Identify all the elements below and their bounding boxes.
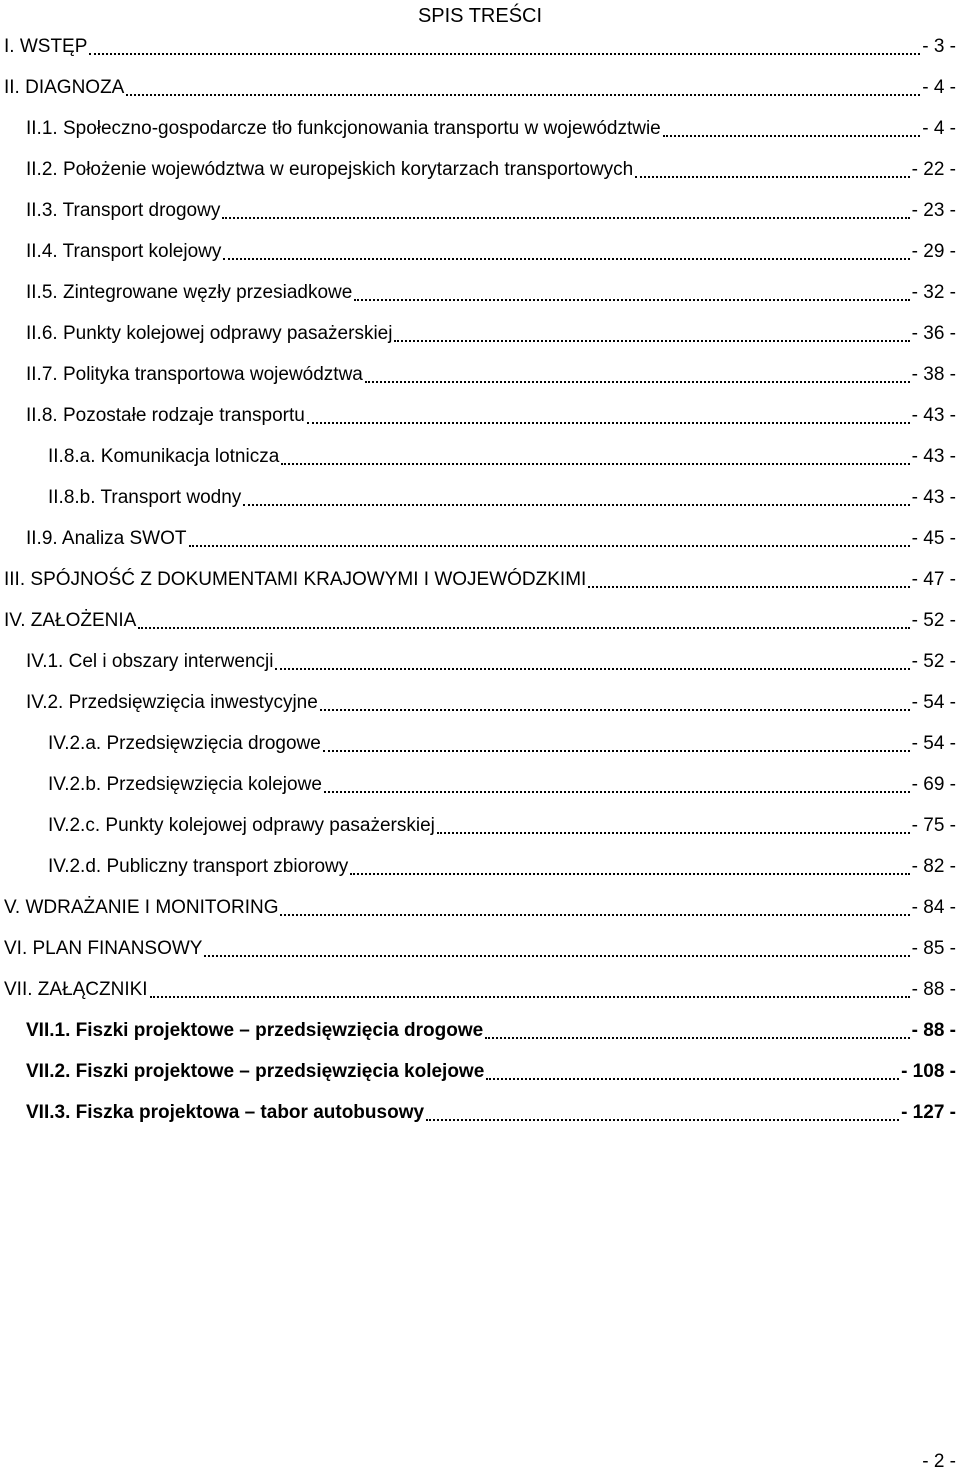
toc-entry-page-number: - 4 - xyxy=(922,76,956,98)
toc-entry-page-number: - 52 - xyxy=(911,650,956,672)
toc-entry-22[interactable] xyxy=(0,887,960,928)
toc-entry-label: IV.1. Cel i obszary interwencji xyxy=(26,650,274,672)
toc-entry-leader-dots xyxy=(394,339,909,342)
toc-entry-21[interactable] xyxy=(0,846,960,887)
toc-entry-label: II.7. Polityka transportowa województwa xyxy=(26,363,363,385)
toc-entry-19[interactable] xyxy=(0,764,960,805)
toc-entry-page-number: - 84 - xyxy=(911,896,956,918)
toc-entry-label: IV.2.b. Przedsięwzięcia kolejowe xyxy=(48,773,322,795)
toc-entry-page-number: - 47 - xyxy=(911,568,956,590)
toc-entry-page-number: - 69 - xyxy=(911,773,956,795)
toc-entry-page-number: - 43 - xyxy=(911,404,956,426)
toc-entry-label: II.5. Zintegrowane węzły przesiadkowe xyxy=(26,281,353,303)
toc-entry-16[interactable] xyxy=(0,641,960,682)
toc-entry-leader-dots xyxy=(365,380,910,383)
toc-entry-label: II.8.b. Transport wodny xyxy=(48,486,242,508)
toc-entry-label: II.6. Punkty kolejowej odprawy pasażerskiej xyxy=(26,322,393,344)
toc-entry-24[interactable] xyxy=(0,969,960,1010)
toc-entry-leader-dots xyxy=(323,749,910,752)
toc-entry-page-number: - 82 - xyxy=(911,855,956,877)
page-number: - 2 - xyxy=(922,1451,956,1472)
toc-entry-leader-dots xyxy=(485,1036,909,1039)
toc-entry-17[interactable] xyxy=(0,682,960,723)
toc-entry-leader-dots xyxy=(204,954,909,957)
toc-entry-page-number: - 88 - xyxy=(911,978,956,1000)
toc-entry-11[interactable] xyxy=(0,436,960,477)
toc-entry-leader-dots xyxy=(307,421,910,424)
toc-entry-12[interactable] xyxy=(0,477,960,518)
toc-entry-page-number: - 108 - xyxy=(901,1060,956,1082)
toc-entry-4[interactable] xyxy=(0,149,960,190)
toc-entry-page-number: - 54 - xyxy=(911,732,956,754)
toc-entry-label: III. SPÓJNOŚĆ Z DOKUMENTAMI KRAJOWYMI I WOJEWÓDZKIMI xyxy=(4,568,587,590)
toc-entry-leader-dots xyxy=(354,298,909,301)
toc-entry-leader-dots xyxy=(486,1077,899,1080)
toc-entry-page-number: - 22 - xyxy=(911,158,956,180)
toc-entry-page-number: - 4 - xyxy=(922,117,956,139)
toc-entry-leader-dots xyxy=(138,626,909,629)
toc-entry-20[interactable] xyxy=(0,805,960,846)
toc-entry-label: IV.2.a. Przedsięwzięcia drogowe xyxy=(48,732,321,754)
toc-entry-leader-dots xyxy=(150,995,910,998)
toc-entry-label: VII.3. Fiszka projektowa – tabor autobusowy xyxy=(26,1101,425,1123)
toc-entry-label: VII.2. Fiszki projektowe – przedsięwzięcia kolejowe xyxy=(26,1060,485,1082)
toc-entry-page-number: - 88 - xyxy=(911,1019,956,1041)
toc-entry-8[interactable] xyxy=(0,313,960,354)
toc-entry-page-number: - 127 - xyxy=(901,1101,956,1123)
toc-entry-page-number: - 3 - xyxy=(922,35,956,57)
toc-entry-9[interactable] xyxy=(0,354,960,395)
toc-entry-page-number: - 43 - xyxy=(911,445,956,467)
toc-entry-label: VII. ZAŁĄCZNIKI xyxy=(4,978,148,1000)
toc-entry-1[interactable] xyxy=(0,26,960,67)
toc-entry-27[interactable] xyxy=(0,1092,960,1133)
toc-entry-7[interactable] xyxy=(0,272,960,313)
toc-entry-leader-dots xyxy=(426,1118,899,1121)
toc-entry-leader-dots xyxy=(275,667,909,670)
toc-entry-page-number: - 75 - xyxy=(911,814,956,836)
toc-entry-10[interactable] xyxy=(0,395,960,436)
toc-entry-25[interactable] xyxy=(0,1010,960,1051)
toc-entry-6[interactable] xyxy=(0,231,960,272)
toc-entry-page-number: - 85 - xyxy=(911,937,956,959)
page-title: SPIS TREŚCI xyxy=(417,5,543,27)
toc-entry-leader-dots xyxy=(89,52,920,55)
toc-entry-page-number: - 52 - xyxy=(911,609,956,631)
toc-entry-label: II. DIAGNOZA xyxy=(4,76,125,98)
toc-entry-3[interactable] xyxy=(0,108,960,149)
toc-entry-leader-dots xyxy=(324,790,910,793)
toc-entry-label: II.1. Społeczno-gospodarcze tło funkcjonowania transportu w województwie xyxy=(26,117,661,139)
toc-entry-page-number: - 54 - xyxy=(911,691,956,713)
toc-entry-label: VII.1. Fiszki projektowe – przedsięwzięcia drogowe xyxy=(26,1019,484,1041)
toc-entry-14[interactable] xyxy=(0,559,960,600)
toc-entry-label: IV.2.c. Punkty kolejowej odprawy pasażerskiej xyxy=(48,814,435,836)
toc-entry-2[interactable] xyxy=(0,67,960,108)
toc-entry-page-number: - 36 - xyxy=(911,322,956,344)
toc-entry-label: IV.2. Przedsięwzięcia inwestycyjne xyxy=(26,691,318,713)
toc-entry-leader-dots xyxy=(243,503,909,506)
toc-entry-page-number: - 38 - xyxy=(911,363,956,385)
toc-entry-18[interactable] xyxy=(0,723,960,764)
toc-entry-leader-dots xyxy=(663,134,920,137)
toc-entry-26[interactable] xyxy=(0,1051,960,1092)
toc-entry-page-number: - 23 - xyxy=(911,199,956,221)
toc-entry-leader-dots xyxy=(222,216,909,219)
toc-entry-label: IV.2.d. Publiczny transport zbiorowy xyxy=(48,855,349,877)
toc-entry-label: II.8.a. Komunikacja lotnicza xyxy=(48,445,280,467)
toc-entry-leader-dots xyxy=(350,872,909,875)
toc-entry-page-number: - 45 - xyxy=(911,527,956,549)
toc-entry-5[interactable] xyxy=(0,190,960,231)
toc-entry-label: VI. PLAN FINANSOWY xyxy=(4,937,203,959)
toc-entry-label: IV. ZAŁOŻENIA xyxy=(4,609,137,631)
toc-entry-label: II.8. Pozostałe rodzaje transportu xyxy=(26,404,305,426)
toc-entry-label: II.9. Analiza SWOT xyxy=(26,527,187,549)
toc-entry-label: II.3. Transport drogowy xyxy=(26,199,221,221)
toc-entry-label: V. WDRAŻANIE I MONITORING xyxy=(4,896,279,918)
toc-entry-leader-dots xyxy=(223,257,909,260)
toc-entry-leader-dots xyxy=(437,831,910,834)
toc-entry-page-number: - 29 - xyxy=(911,240,956,262)
toc-entry-leader-dots xyxy=(320,708,910,711)
toc-entry-leader-dots xyxy=(635,175,909,178)
toc-entry-leader-dots xyxy=(280,913,909,916)
toc-entry-23[interactable] xyxy=(0,928,960,969)
toc-entry-page-number: - 43 - xyxy=(911,486,956,508)
toc-entry-label: II.2. Położenie województwa w europejskich korytarzach transportowych xyxy=(26,158,634,180)
toc-entry-leader-dots xyxy=(281,462,909,465)
table-of-contents xyxy=(0,26,960,1133)
toc-entry-15[interactable] xyxy=(0,600,960,641)
toc-entry-13[interactable] xyxy=(0,518,960,559)
toc-entry-leader-dots xyxy=(126,93,920,96)
toc-entry-leader-dots xyxy=(189,544,910,547)
toc-entry-label: I. WSTĘP xyxy=(4,35,88,57)
toc-entry-label: II.4. Transport kolejowy xyxy=(26,240,222,262)
toc-entry-leader-dots xyxy=(588,585,909,588)
toc-entry-page-number: - 32 - xyxy=(911,281,956,303)
